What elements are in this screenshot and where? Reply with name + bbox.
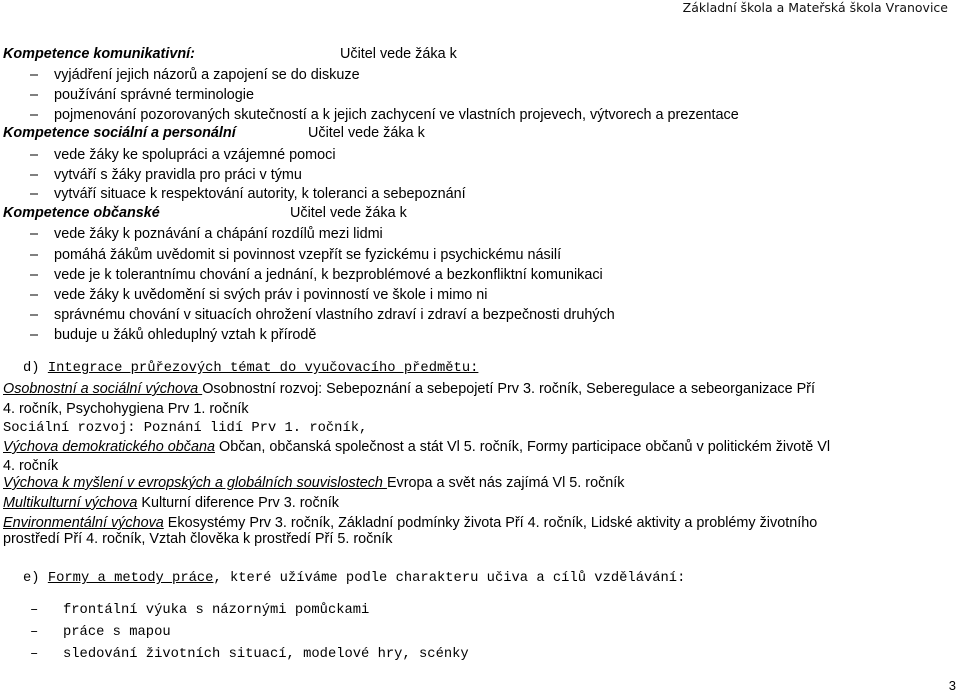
competence-heading-row [3,45,457,63]
section-d-prefix: d) [23,361,40,376]
section-e-prefix: e) [23,571,40,586]
text-line: 4. ročník [3,458,59,474]
text-line: 4. ročník, Psychohygiena Prv 1. ročník [3,401,249,417]
competence-heading-row [3,124,425,142]
topic-label: Multikulturní výchova [3,495,138,511]
section-e-title: Formy a metody práce [47,571,214,586]
section-d-heading [23,360,478,378]
topic-label: Výchova k myšlení v evropských a globálních souvislostech [3,475,387,491]
competence-heading-row [3,204,407,222]
teacher-label: Učitel vede žáka k [308,125,425,141]
page-number: 3 [948,678,956,693]
topic-text: Občan, občanská společnost a stát Vl 5. ročník, Formy participace občanů v politickém životě Vl [215,439,831,455]
topic-label: Výchova demokratického občana [3,439,215,455]
topic-text: Evropa a svět nás zajímá Vl 5. ročník [386,475,625,491]
competence-heading: Kompetence sociální a personální [3,125,236,141]
section-e-rest: , které užíváme podle charakteru učiva a cílů vzdělávání: [213,571,686,586]
cross-topic-mkv [3,494,339,512]
topic-text: Kulturní diference Prv 3. ročník [137,495,339,511]
section-d-title: Integrace průřezových témat do vyučovacího předmětu: [47,361,479,376]
text-line: Sociální rozvoj: Poznání lidí Prv 1. ročník, [3,421,368,436]
cross-topic-vmeg [3,474,625,492]
topic-label: Osobnostní a sociální výchova [3,381,203,397]
teacher-label: Učitel vede žáka k [340,46,457,62]
teacher-label: Učitel vede žáka k [290,205,407,221]
topic-label: Environmentální výchova [3,515,164,531]
page-header: Základní škola a Mateřská škola Vranovice [682,0,948,15]
topic-text: Ekosystémy Prv 3. ročník, Základní podmínky života Pří 4. ročník, Lidské aktivity a problémy životního [163,515,818,531]
topic-text: Osobnostní rozvoj: Sebepoznání a sebepojetí Prv 3. ročník, Seberegulace a sebeorganizace Pří [202,381,815,397]
text-line: prostředí Pří 4. ročník, Vztah člověka k prostředí Pří 5. ročník [3,531,393,547]
cross-topic-vdo [3,438,830,456]
section-e-heading [23,570,685,588]
competence-heading: Kompetence komunikativní: [3,46,195,62]
cross-topic-osv [3,380,815,398]
competence-heading: Kompetence občanské [3,205,160,221]
